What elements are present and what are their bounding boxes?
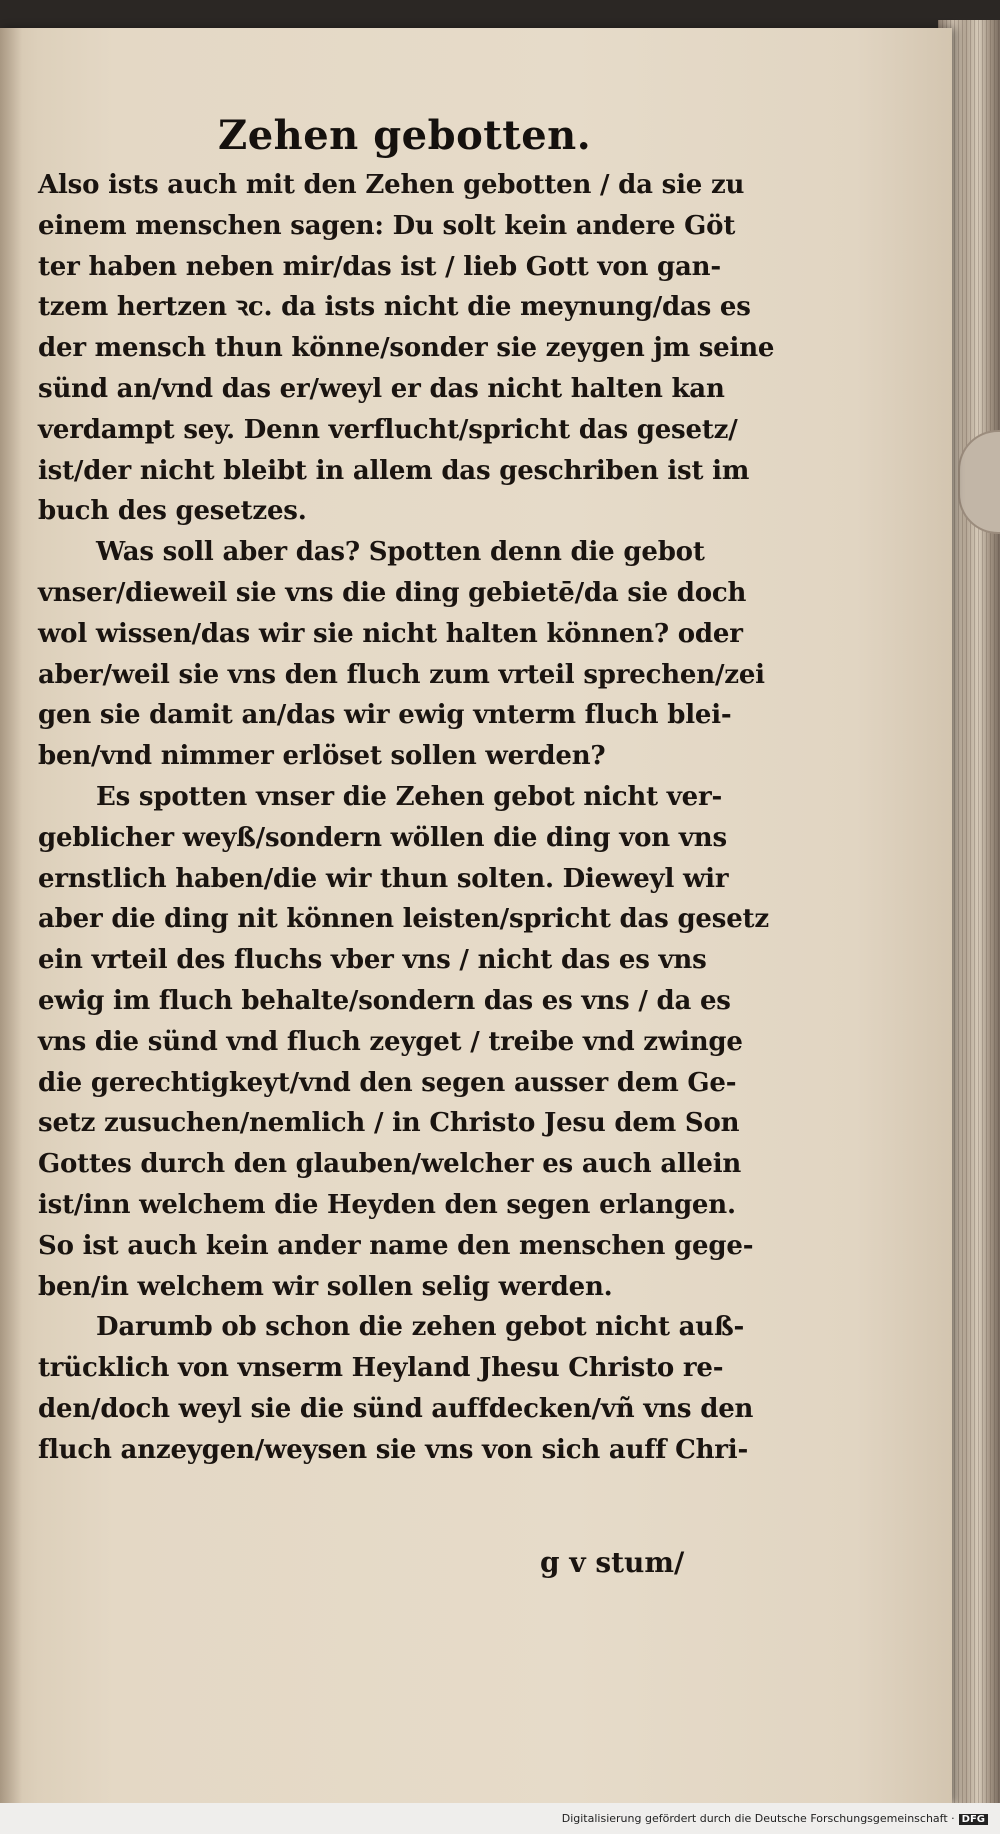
text-line: vnser/dieweil sie vns die ding gebietē/da sie doch [38,577,747,608]
signature-catchword: g v stum/ [540,1546,685,1579]
text-line: aber/weil sie vns den fluch zum vrteil sprechen/zei [38,659,765,690]
text-line: Gottes durch den glauben/welcher es auch allein [38,1149,742,1180]
text-line: ben/vnd nimmer erlöset sollen werden? [38,741,606,772]
gutter-shadow [0,28,22,1803]
dfg-logo: DFG [959,1814,988,1825]
text-line: sünd an/vnd das er/weyl er das nicht halten kan [38,373,725,404]
text-line: ter haben neben mir/das ist / lieb Gott von gan- [38,251,721,282]
text-line: Darumb ob schon die zehen gebot nicht auß- [96,1312,745,1343]
text-line: geblicher weyß/sondern wöllen die ding von vns [38,822,727,853]
text-line: Also ists auch mit den Zehen gebotten / da sie zu [38,170,745,200]
text-line: gen sie damit an/das wir ewig vnterm fluch blei- [38,700,732,731]
top-border [0,0,1000,30]
text-line: Es spotten vnser die Zehen gebot nicht ver- [96,781,723,812]
text-line: aber die ding nit können leisten/spricht das gesetz [38,904,769,935]
text-line: ist/inn welchem die Heyden den segen erlangen. [38,1189,736,1220]
text-line: wol wissen/das wir sie nicht halten können? oder [38,618,743,649]
text-line: setz zusuchen/nemlich / in Christo Jesu dem Son [38,1108,740,1139]
text-line: ernstlich haben/die wir thun solten. Dieweyl wir [38,863,729,894]
page-heading: Zehen gebotten. [218,112,592,159]
text-line: ein vrteil des fluchs vber vns / nicht das es vns [38,945,707,976]
text-line: ewig im fluch behalte/sondern das es vns / da es [38,985,731,1016]
text-line: Was soll aber das? Spotten denn die gebot [96,537,705,568]
text-line: die gerechtigkeyt/vnd den segen ausser dem Ge- [38,1067,737,1098]
digitization-credit [562,1812,988,1825]
text-line: ben/in welchem wir sollen selig werden. [38,1271,613,1302]
text-line: den/doch weyl sie die sünd auffdecken/vñ vns den [38,1393,754,1424]
text-line: einem menschen sagen: Du solt kein andere Göt [38,210,736,241]
text-line: vns die sünd vnd fluch zeyget / treibe vnd zwinge [38,1026,743,1057]
text-line: trücklich von vnserm Heyland Jhesu Christo re- [38,1353,724,1384]
text-line: verdampt sey. Denn verflucht/spricht das gesetz/ [38,414,738,445]
text-line: fluch anzeygen/weysen sie vns von sich auff Chri- [38,1434,749,1465]
text-line: buch des gesetzes. [38,496,307,527]
text-line: der mensch thun könne/sonder sie zeygen jm seine [38,333,775,364]
text-line: tzem hertzen ꝛc. da ists nicht die meynung/das es [38,292,751,323]
credit-text: Digitalisierung gefördert durch die Deutsche Forschungsgemeinschaft · [561,1812,955,1825]
body-text [38,165,808,1471]
text-line: ist/der nicht bleibt in allem das geschriben ist im [38,455,750,486]
text-line: So ist auch kein ander name den menschen gege- [38,1230,754,1261]
